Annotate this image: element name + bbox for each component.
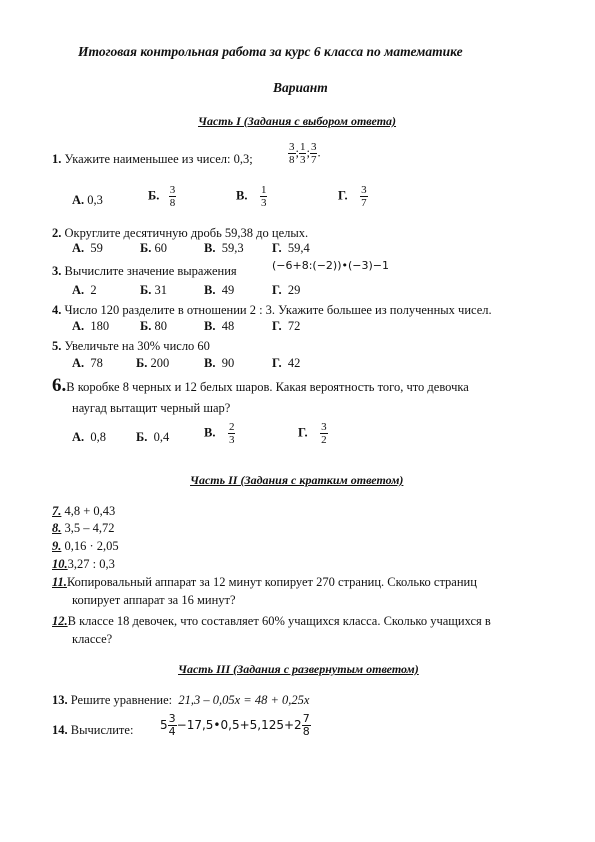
variant-label: Вариант bbox=[273, 80, 328, 95]
question-3: 3. Вычислите значение выражения bbox=[52, 264, 237, 278]
question-2: 2. Округлите десятичную дробь 59,38 до целых. bbox=[52, 226, 309, 240]
question-7: 7. 4,8 + 0,43 bbox=[52, 504, 116, 518]
question-12: 12.В классе 18 девочек, что составляет 60% учащихся класса. Сколько учащихся в bbox=[52, 614, 491, 628]
question-number: 1. bbox=[52, 152, 62, 166]
q4-option-a: А. 180 bbox=[72, 319, 110, 333]
question-9: 9. 0,16 · 2,05 bbox=[52, 539, 119, 553]
question-12-cont: классе? bbox=[72, 632, 113, 646]
question-text: Укажите наименьшее из чисел: 0,3; bbox=[64, 152, 253, 166]
q4-option-g: Г. 72 bbox=[272, 319, 301, 333]
question-4: 4. Число 120 разделите в отношении 2 : 3. Укажите большее из полученных чисел. bbox=[52, 303, 492, 317]
q1-option-v: В. $\frac{1}{3}$ bbox=[236, 184, 267, 209]
q1-option-a: А. 0,3 bbox=[72, 193, 103, 207]
question-14-expression: 5 $\frac{3}{4}$ −17,5•0,5+5,125+2 $\frac{7}{8}$ bbox=[160, 712, 310, 738]
equation: 21,3 – 0,05x = 48 + 0,25x bbox=[178, 693, 310, 707]
q2-option-v: В. 59,3 bbox=[204, 241, 244, 255]
part3-heading: Часть III (Задания с развернутым ответом) bbox=[178, 662, 419, 676]
question-6-cont: наугад вытащит черный шар? bbox=[72, 401, 231, 415]
question-11: 11.Копировальный аппарат за 12 минут копирует 270 страниц. Сколько страниц bbox=[52, 575, 477, 589]
q3-option-g: Г. 29 bbox=[272, 283, 301, 297]
q5-option-a: А. 78 bbox=[72, 356, 103, 370]
q6-option-a: А. 0,8 bbox=[72, 430, 107, 444]
q3-option-v: В. 49 bbox=[204, 283, 235, 297]
question-1-fractions: $\frac{3}{8}$ ; $\frac{1}{3}$ ; $\frac{3}{7}$ . bbox=[289, 141, 321, 166]
question-6: 6.В коробке 8 черных и 12 белых шаров. Какая вероятность того, что девочка bbox=[52, 375, 469, 396]
q5-option-b: Б. 200 bbox=[136, 356, 170, 370]
fraction: $\frac{3}{8}$ bbox=[289, 141, 295, 166]
question-11-cont: копирует аппарат за 16 минут? bbox=[72, 593, 236, 607]
q4-option-v: В. 48 bbox=[204, 319, 235, 333]
question-3-expression: (−6+8:(−2))•(−3)−1 bbox=[272, 259, 390, 272]
question-1 bbox=[52, 151, 253, 167]
q2-option-b: Б. 60 bbox=[140, 241, 168, 255]
q5-option-g: Г. 42 bbox=[272, 356, 301, 370]
fraction: $\frac{3}{7}$ bbox=[310, 141, 317, 166]
q2-option-g: Г. 59,4 bbox=[272, 241, 310, 255]
question-13: 13. Решите уравнение: 21,3 – 0,05x = 48 + 0,25x bbox=[52, 693, 310, 707]
q1-option-g: Г. $\frac{3}{7}$ bbox=[338, 184, 367, 209]
q6-option-v: В. $\frac{2}{3}$ bbox=[204, 421, 235, 446]
q4-option-b: Б. 80 bbox=[140, 319, 168, 333]
q2-option-a: А. 59 bbox=[72, 241, 103, 255]
q5-option-v: В. 90 bbox=[204, 356, 235, 370]
part2-heading: Часть II (Задания с кратким ответом) bbox=[190, 473, 404, 487]
question-5: 5. Увеличьте на 30% число 60 bbox=[52, 339, 210, 353]
q6-option-b: Б. 0,4 bbox=[136, 430, 170, 444]
part1-heading: Часть I (Задания с выбором ответа) bbox=[198, 114, 397, 128]
q1-option-b: Б. $\frac{3}{8}$ bbox=[148, 184, 176, 209]
q3-option-a: А. 2 bbox=[72, 283, 97, 297]
q6-option-g: Г. $\frac{3}{2}$ bbox=[298, 421, 327, 446]
document-title: Итоговая контрольная работа за курс 6 класса по математике bbox=[78, 44, 463, 59]
question-8: 8. 3,5 – 4,72 bbox=[52, 521, 115, 535]
q3-option-b: Б. 31 bbox=[140, 283, 168, 297]
question-10: 10.3,27 : 0,3 bbox=[52, 557, 115, 571]
question-14: 14. Вычислите: bbox=[52, 723, 134, 737]
fraction: $\frac{1}{3}$ bbox=[299, 141, 306, 166]
